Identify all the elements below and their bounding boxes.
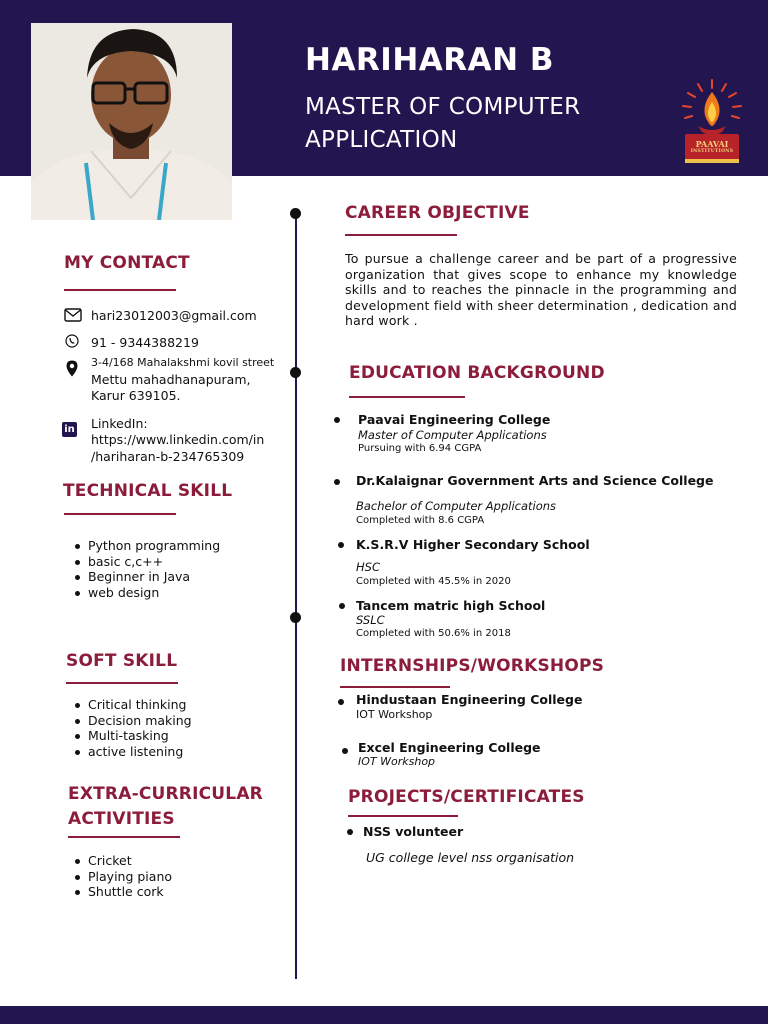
contact-underline bbox=[64, 289, 176, 291]
list-item: Playing piano bbox=[73, 869, 172, 885]
bullet-dot bbox=[342, 748, 348, 754]
footer-band bbox=[0, 1006, 768, 1024]
education-note: Completed with 45.5% in 2020 bbox=[356, 576, 511, 587]
linkedin-icon: in bbox=[62, 422, 77, 437]
address-line-3: Karur 639105. bbox=[91, 388, 181, 403]
soft-skill-list bbox=[73, 697, 192, 759]
education-degree: Master of Computer Applications bbox=[358, 428, 547, 442]
bullet-dot bbox=[338, 699, 344, 705]
projects-underline bbox=[348, 815, 458, 817]
linkedin-url-line-1[interactable]: https://www.linkedin.com/in bbox=[91, 432, 265, 447]
list-item: Critical thinking bbox=[73, 697, 192, 713]
list-item: Multi-tasking bbox=[73, 728, 192, 744]
career-objective-text: To pursue a challenge career and be part of a progressive organization that gives scope to enhance my knowledge skills and to reaches the pinnacle in the programming and development field with sheer determination , dedication and hard work . bbox=[345, 251, 737, 329]
list-item: Decision making bbox=[73, 713, 192, 729]
contact-heading: MY CONTACT bbox=[64, 253, 190, 273]
internship-detail: IOT Workshop bbox=[356, 708, 433, 721]
degree-line-2: APPLICATION bbox=[305, 127, 458, 153]
education-underline bbox=[349, 396, 465, 398]
bullet-dot bbox=[338, 542, 344, 548]
education-degree: Bachelor of Computer Applications bbox=[356, 499, 557, 513]
technical-skill-underline bbox=[64, 513, 176, 515]
list-item: web design bbox=[73, 585, 220, 601]
internships-underline bbox=[340, 686, 450, 688]
bullet-dot bbox=[334, 479, 340, 485]
extra-curricular-heading bbox=[68, 782, 263, 832]
timeline-line bbox=[295, 212, 297, 979]
profile-photo bbox=[31, 23, 232, 220]
location-pin-icon bbox=[66, 360, 78, 377]
career-objective-heading: CAREER OBJECTIVE bbox=[345, 203, 530, 223]
linkedin-url-line-2[interactable]: /hariharan-b-234765309 bbox=[91, 449, 245, 464]
education-institution: Dr.Kalaignar Government Arts and Science College bbox=[356, 473, 714, 488]
list-item: Beginner in Java bbox=[73, 569, 220, 585]
internship-institution: Hindustaan Engineering College bbox=[356, 692, 583, 707]
education-note: Pursuing with 6.94 CGPA bbox=[358, 443, 482, 454]
linkedin-label: LinkedIn: bbox=[91, 416, 148, 431]
address-line-1: 3-4/168 Mahalakshmi kovil street bbox=[91, 356, 275, 369]
logo-text bbox=[684, 139, 740, 154]
soft-skill-heading: SOFT SKILL bbox=[66, 651, 178, 671]
education-note: Completed with 50.6% in 2018 bbox=[356, 628, 511, 639]
extra-curricular-heading-line-1: EXTRA-CURRICULAR bbox=[68, 784, 263, 804]
bullet-dot bbox=[334, 417, 340, 423]
list-item: Python programming bbox=[73, 538, 220, 554]
career-objective-underline bbox=[345, 234, 457, 236]
degree-title bbox=[305, 91, 635, 157]
education-note: Completed with 8.6 CGPA bbox=[356, 515, 485, 526]
education-heading: EDUCATION BACKGROUND bbox=[349, 363, 605, 383]
timeline-dot bbox=[290, 612, 301, 623]
internship-detail: IOT Workshop bbox=[358, 755, 436, 768]
education-degree: SSLC bbox=[356, 613, 385, 627]
phone-icon bbox=[65, 334, 79, 348]
address-line-2: Mettu mahadhanapuram, bbox=[91, 372, 251, 387]
extra-curricular-underline bbox=[68, 836, 180, 838]
internships-heading: INTERNSHIPS/WORKSHOPS bbox=[340, 656, 605, 676]
bullet-dot bbox=[347, 829, 353, 835]
education-institution: K.S.R.V Higher Secondary School bbox=[356, 537, 590, 552]
education-institution: Paavai Engineering College bbox=[358, 412, 551, 427]
degree-line-1: MASTER OF COMPUTER bbox=[305, 94, 581, 120]
education-degree: HSC bbox=[356, 560, 380, 574]
logo-subword: INSTITUTIONS bbox=[690, 149, 734, 154]
list-item: basic c,c++ bbox=[73, 554, 220, 570]
email-icon bbox=[64, 308, 82, 322]
internship-institution: Excel Engineering College bbox=[358, 740, 541, 755]
extra-curricular-heading-line-2: ACTIVITIES bbox=[68, 809, 175, 829]
education-institution: Tancem matric high School bbox=[356, 598, 546, 613]
timeline-dot bbox=[290, 208, 301, 219]
candidate-name: HARIHARAN B bbox=[305, 42, 555, 78]
project-title: NSS volunteer bbox=[363, 824, 464, 839]
email-text[interactable]: hari23012003@gmail.com bbox=[91, 308, 257, 323]
project-detail: UG college level nss organisation bbox=[366, 850, 575, 865]
projects-heading: PROJECTS/CERTIFICATES bbox=[348, 787, 585, 807]
technical-skill-list bbox=[73, 538, 220, 600]
logo-word: PAAVAI bbox=[695, 139, 729, 149]
list-item: Cricket bbox=[73, 853, 172, 869]
list-item: active listening bbox=[73, 744, 192, 760]
list-item: Shuttle cork bbox=[73, 884, 172, 900]
bullet-dot bbox=[339, 603, 345, 609]
soft-skill-underline bbox=[66, 682, 178, 684]
extra-curricular-list bbox=[73, 853, 172, 900]
technical-skill-heading: TECHNICAL SKILL bbox=[63, 481, 233, 501]
timeline-dot bbox=[290, 367, 301, 378]
phone-text[interactable]: 91 - 9344388219 bbox=[91, 335, 199, 350]
